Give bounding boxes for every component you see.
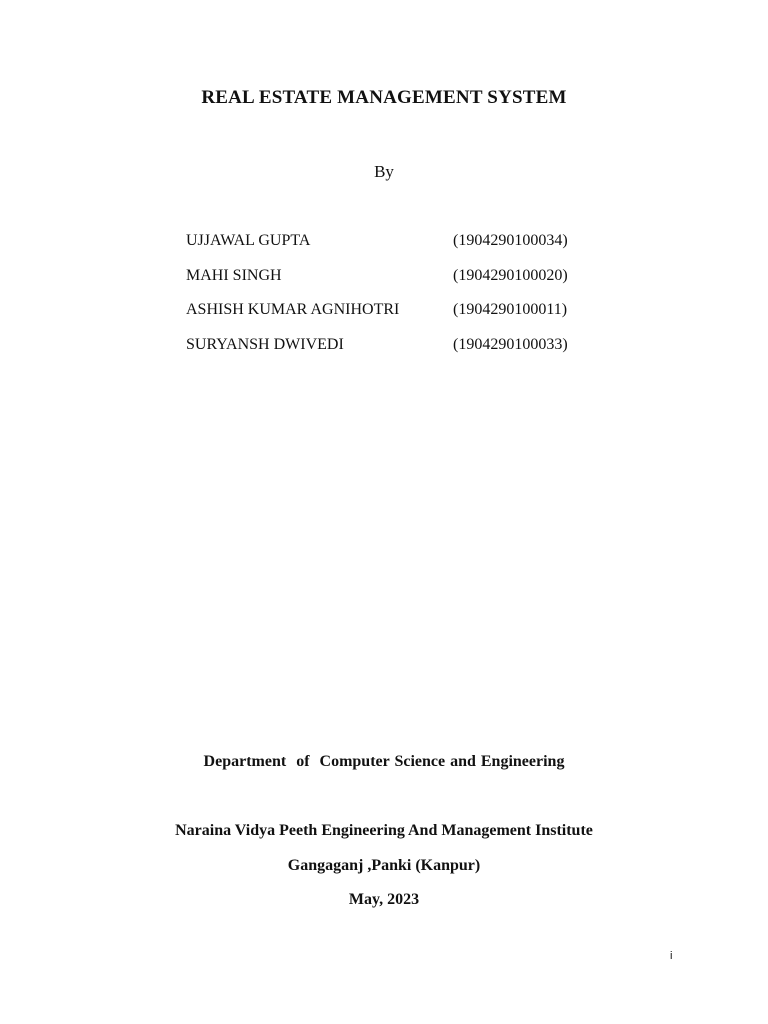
author-roll-number: (1904290100033) (453, 335, 568, 353)
author-name: UJJAWAL GUPTA (186, 232, 311, 249)
author-roll-number: (1904290100011) (453, 301, 568, 318)
document-title: REAL ESTATE MANAGEMENT SYSTEM (201, 87, 567, 108)
author-name: ASHISH KUMAR AGNIHOTRI (186, 301, 400, 318)
author-row (186, 232, 606, 267)
submission-date: May, 2023 (348, 891, 420, 908)
institute-name: Naraina Vidya Peeth Engineering And Management Institute (175, 822, 593, 839)
page-number: i (670, 950, 673, 962)
author-roll-number: (1904290100020) (453, 266, 568, 284)
author-name: MAHI SINGH (186, 266, 282, 284)
department-name: Department of Computer Science and Engineering (203, 753, 565, 770)
by-label: By (374, 162, 394, 181)
author-name: SURYANSH DWIVEDI (186, 335, 344, 353)
author-row (186, 267, 606, 302)
author-roll-number: (1904290100034) (453, 232, 568, 249)
institute-address: Gangaganj ,Panki (Kanpur) (287, 857, 481, 874)
author-list (186, 232, 606, 370)
author-row (186, 301, 606, 336)
author-row (186, 336, 606, 371)
